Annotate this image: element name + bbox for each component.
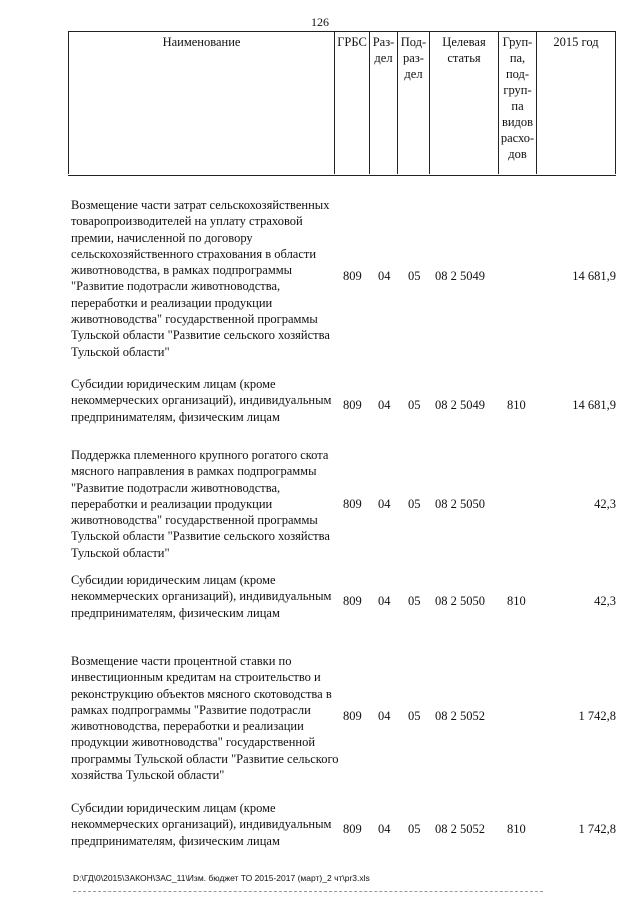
header-podrazdel: Под- раз- дел [397,31,429,174]
page-divider [73,891,543,892]
row-podrazdel: 05 [408,269,421,283]
row-razdel: 04 [378,709,391,723]
row-name: Субсидии юридическим лицам (кроме некоммерческих организаций), индивидуальным предпринимателям, физическим лицам [71,801,332,848]
row-razdel: 04 [378,822,391,836]
file-path-footer: D:\ГД\0\2015\ЗАКОН\ЗАС_11\Изм. бюджет ТО 2015-2017 (март)_2 чт\pr3.xls [73,873,370,883]
header-name: Наименование [68,31,334,174]
row-podrazdel: 05 [408,709,421,723]
row-razdel: 04 [378,269,391,283]
row-sum: 1 742,8 [578,709,616,723]
row-podrazdel: 05 [408,594,421,608]
row-sum: 42,3 [594,497,616,511]
row-statya: 08 2 5052 [435,822,485,836]
row-grbs: 809 [343,398,362,412]
row-razdel: 04 [378,594,391,608]
row-grbs: 809 [343,269,362,283]
row-statya: 08 2 5050 [435,497,485,511]
row-statya: 08 2 5050 [435,594,485,608]
row-podrazdel: 05 [408,822,421,836]
row-name: Поддержка племенного крупного рогатого скота мясного направления в рамках подпрограммы "Развитие подотрасли животноводства, переработки и реализации продукции животноводства" государственной программы Тульской области "Развитие сельского хозяйства Тульской области" [71,448,330,560]
header-statya: Целевая статья [429,31,498,174]
row-sum: 14 681,9 [572,269,616,283]
row-podrazdel: 05 [408,497,421,511]
header-year: 2015 год [536,31,616,174]
page-number: 126 [311,15,329,29]
row-name: Возмещение части затрат сельскохозяйственных товаропроизводителей на уплату страховой премии, начисленной по договору сельскохозяйственного страхования в области животноводства, в рамках подпрограммы "Развитие подотрасли животноводства, переработки и реализации продукции животноводства" государственной программы Тульской области "Развитие сельского хозяйства Тульской области" [71,198,330,359]
row-sum: 1 742,8 [578,822,616,836]
row-podrazdel: 05 [408,398,421,412]
row-name: Субсидии юридическим лицам (кроме некоммерческих организаций), индивидуальным предпринимателям, физическим лицам [71,573,332,620]
header-gruppa: Груп- па, под- груп- па видов расхо- дов [498,31,536,174]
row-name: Возмещение части процентной ставки по инвестиционным кредитам на строительство и реконструкцию объектов мясного скотоводства в рамках подпрограммы "Развитие подотрасли животноводства, переработки и реализации продукции животноводства" государственной программы Тульской области "Развитие сельского хозяйства Тульской области" [71,654,339,783]
row-grbs: 809 [343,822,362,836]
row-grbs: 809 [343,709,362,723]
row-sum: 14 681,9 [572,398,616,412]
row-vid: 810 [507,594,526,608]
row-name: Субсидии юридическим лицам (кроме некоммерческих организаций), индивидуальным предпринимателям, физическим лицам [71,377,332,424]
row-sum: 42,3 [594,594,616,608]
row-vid: 810 [507,398,526,412]
row-razdel: 04 [378,398,391,412]
row-vid: 810 [507,822,526,836]
row-razdel: 04 [378,497,391,511]
header-grbs: ГРБС [334,31,369,174]
header-razdel: Раз- дел [369,31,397,174]
row-statya: 08 2 5052 [435,709,485,723]
row-statya: 08 2 5049 [435,398,485,412]
row-grbs: 809 [343,497,362,511]
row-statya: 08 2 5049 [435,269,485,283]
row-grbs: 809 [343,594,362,608]
